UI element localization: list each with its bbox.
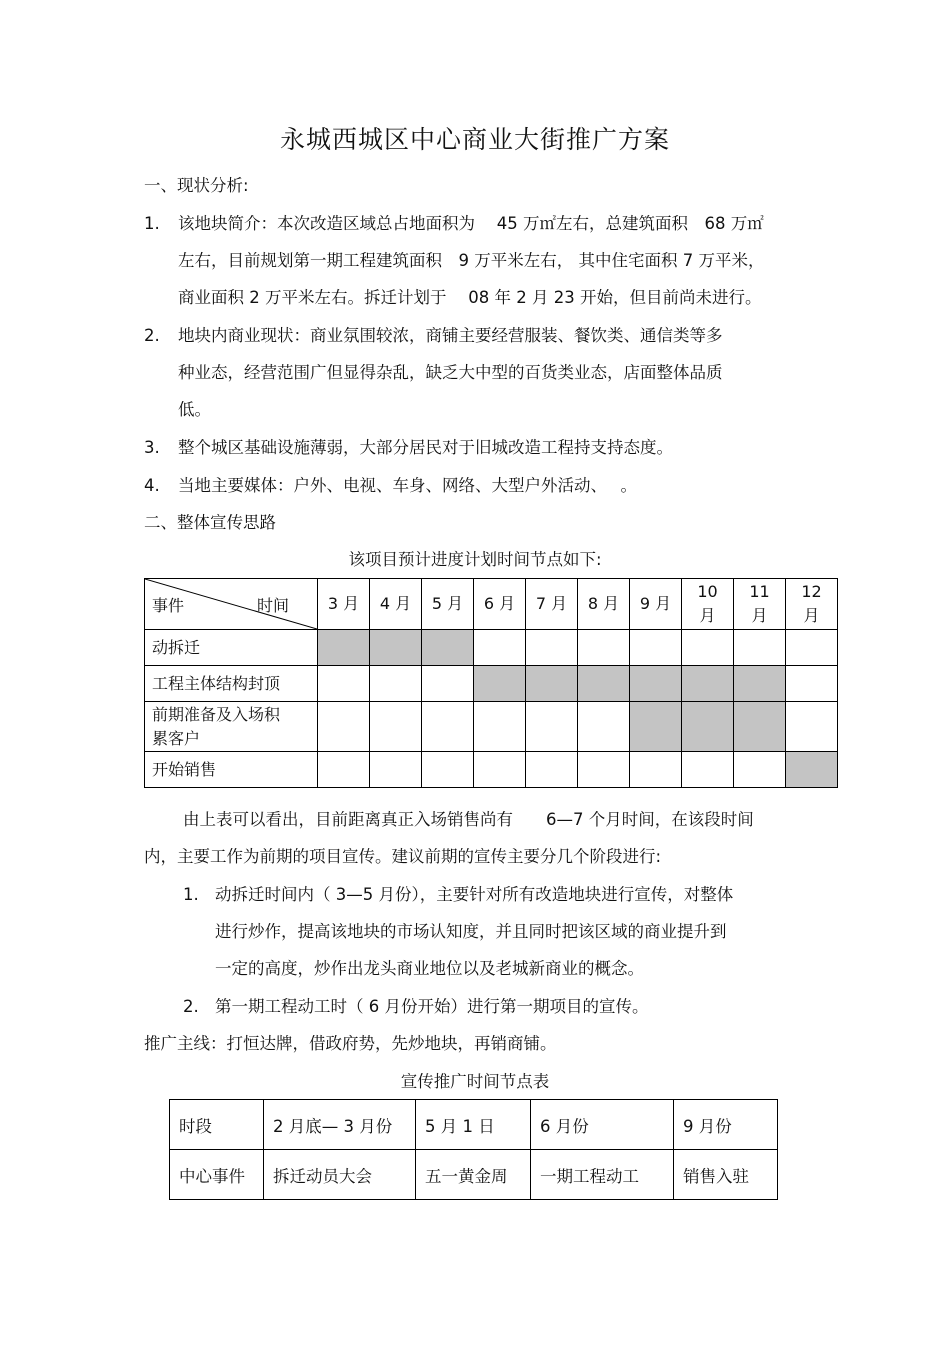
item-number: 3.: [144, 438, 160, 457]
phase-2-line-1: 第一期工程动工时（ 6 月份开始）进行第一期项目的宣传。: [215, 997, 649, 1016]
schedule-cell-active: [526, 666, 578, 702]
item-number: 4.: [144, 476, 160, 495]
promo-caption: 宣传推广时间节点表: [400, 1072, 550, 1091]
promo-cell: 5 月 1 日: [416, 1100, 531, 1150]
schedule-cell: [422, 752, 474, 788]
schedule-cell: [318, 752, 370, 788]
schedule-cell-active: [734, 702, 786, 752]
month-header: 5 月: [422, 579, 474, 630]
schedule-cell: [474, 702, 526, 752]
schedule-row: [145, 702, 838, 752]
item-2-line-1: 地块内商业现状：商业氛围较浓，商铺主要经营服装、餐饮类、通信类等多: [178, 326, 723, 345]
schedule-cell-active: [630, 702, 682, 752]
schedule-row: [145, 666, 838, 702]
promo-cell: 销售入驻: [674, 1150, 778, 1200]
para-line-2: 内，主要工作为前期的项目宣传。建议前期的宣传主要分几个阶段进行:: [144, 847, 662, 866]
promo-row: [170, 1100, 778, 1150]
schedule-event-label: 前期准备及入场积 累客户: [145, 702, 318, 752]
item-2-line-2: 种业态，经营范围广但显得杂乱，缺乏大中型的百货类业态，店面整体品质: [178, 363, 723, 382]
item-1-line-1: 该地块简介：本次改造区域总占地面积为 45 万㎡左右，总建筑面积 68 万㎡: [178, 214, 764, 233]
section-heading-2: 二、整体宣传思路: [144, 513, 276, 532]
schedule-cell: [526, 702, 578, 752]
schedule-cell: [422, 702, 474, 752]
item-1-line-3: 商业面积 2 万平米左右。拆迁计划于 08 年 2 月 23 开始，但目前尚未进行。: [178, 288, 762, 307]
month-header: 6 月: [474, 579, 526, 630]
item-number: 2.: [144, 326, 160, 345]
schedule-cell: [630, 630, 682, 666]
schedule-cell: [786, 666, 838, 702]
schedule-corner-cell: [145, 579, 318, 630]
schedule-cell: [370, 666, 422, 702]
item-3-line-1: 整个城区基础设施薄弱，大部分居民对于旧城改造工程持支持态度。: [178, 438, 673, 457]
promo-cell: 6 月份: [531, 1100, 674, 1150]
schedule-cell: [318, 666, 370, 702]
month-header: 9 月: [630, 579, 682, 630]
phase-1-line-1: 动拆迁时间内（ 3—5 月份），主要针对所有改造地块进行宣传，对整体: [215, 885, 734, 904]
schedule-cell: [682, 630, 734, 666]
schedule-cell: [734, 630, 786, 666]
schedule-cell: [578, 752, 630, 788]
schedule-cell: [526, 630, 578, 666]
schedule-cell-active: [578, 666, 630, 702]
month-header: 10 月: [682, 579, 734, 630]
month-header: 8 月: [578, 579, 630, 630]
schedule-cell-active: [786, 752, 838, 788]
schedule-caption: 该项目预计进度计划时间节点如下:: [348, 550, 602, 569]
promo-cell: 时段: [170, 1100, 264, 1150]
schedule-cell-active: [630, 666, 682, 702]
schedule-cell: [474, 752, 526, 788]
schedule-cell: [578, 702, 630, 752]
schedule-cell-active: [682, 666, 734, 702]
schedule-cell-active: [734, 666, 786, 702]
schedule-cell-active: [370, 630, 422, 666]
schedule-cell: [318, 702, 370, 752]
schedule-cell: [370, 702, 422, 752]
schedule-cell-active: [682, 702, 734, 752]
schedule-event-label: 开始销售: [145, 752, 318, 788]
item-2-line-3: 低。: [178, 400, 211, 419]
section-heading-1: 一、现状分析:: [144, 176, 249, 195]
month-header: 7 月: [526, 579, 578, 630]
phase-number: 2.: [183, 997, 199, 1016]
promo-cell: 2 月底— 3 月份: [264, 1100, 416, 1150]
month-header: 12 月: [786, 579, 838, 630]
schedule-cell: [734, 752, 786, 788]
schedule-cell-active: [318, 630, 370, 666]
schedule-cell-active: [422, 630, 474, 666]
promo-cell: 五一黄金周: [416, 1150, 531, 1200]
schedule-cell: [526, 752, 578, 788]
schedule-cell: [422, 666, 474, 702]
page-title: 永城西城区中心商业大街推广方案: [279, 125, 670, 154]
month-header: 4 月: [370, 579, 422, 630]
promo-cell: 拆迁动员大会: [264, 1150, 416, 1200]
phase-number: 1.: [183, 885, 199, 904]
schedule-event-label: 动拆迁: [145, 630, 318, 666]
schedule-cell: [474, 630, 526, 666]
schedule-row: [145, 630, 838, 666]
month-header: 3 月: [318, 579, 370, 630]
item-4-line-1: 当地主要媒体：户外、电视、车身、网络、大型户外活动、 。: [178, 476, 637, 495]
promo-cell: 中心事件: [170, 1150, 264, 1200]
header-time-label: 时间: [257, 596, 290, 615]
schedule-header-row: [145, 579, 838, 630]
month-header: 11 月: [734, 579, 786, 630]
schedule-event-label: 工程主体结构封顶: [145, 666, 318, 702]
promo-cell: 9 月份: [674, 1100, 778, 1150]
schedule-cell: [682, 752, 734, 788]
item-1-line-2: 左右，目前规划第一期工程建筑面积 9 万平米左右， 其中住宅面积 7 万平米，: [178, 251, 765, 270]
schedule-cell: [578, 630, 630, 666]
schedule-row: [145, 752, 838, 788]
promo-row: [170, 1150, 778, 1200]
promo-mainline: 推广主线：打恒达牌，借政府势，先炒地块，再销商铺。: [144, 1034, 557, 1053]
schedule-cell: [630, 752, 682, 788]
promo-cell: 一期工程动工: [531, 1150, 674, 1200]
schedule-cell: [786, 702, 838, 752]
schedule-cell-active: [474, 666, 526, 702]
phase-1-line-3: 一定的高度，炒作出龙头商业地位以及老城新商业的概念。: [215, 959, 644, 978]
phase-1-line-2: 进行炒作，提高该地块的市场认知度，并且同时把该区域的商业提升到: [215, 922, 727, 941]
promo-table: [169, 1099, 778, 1200]
schedule-cell: [786, 630, 838, 666]
header-event-label: 事件: [152, 596, 185, 615]
schedule-table: [144, 578, 838, 788]
para-line-1: 由上表可以看出，目前距离真正入场销售尚有 6—7 个月时间，在该段时间: [183, 810, 754, 829]
schedule-cell: [370, 752, 422, 788]
item-number: 1.: [144, 214, 160, 233]
